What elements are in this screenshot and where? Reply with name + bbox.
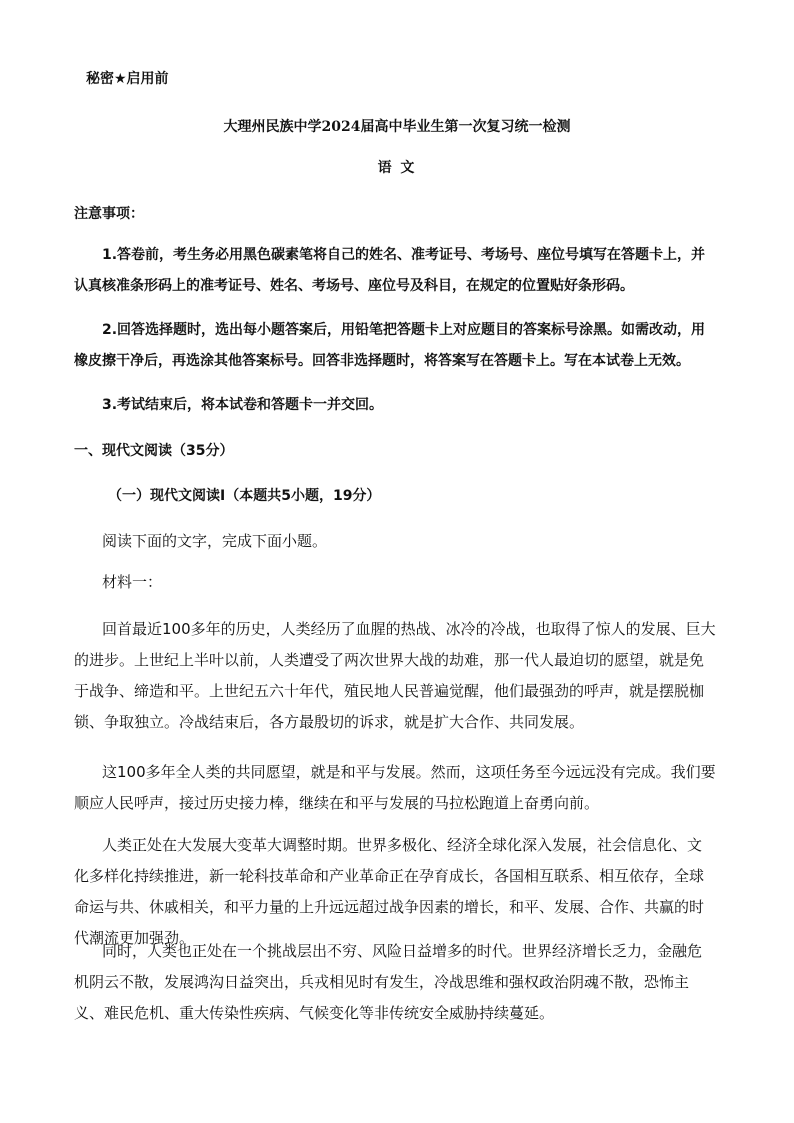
- notice-item: 2.回答选择题时，选出每小题答案后，用铅笔把答题卡上对应题目的答案标号涂黑。如需改动，用橡皮擦干净后，再选涂其他答案标号。回答非选择题时，将答案写在答题卡上。写在本试卷上无效。: [74, 322, 706, 369]
- reading-instruction: 阅读下面的文字，完成下面小题。: [102, 532, 328, 550]
- material-label: 材料一：: [102, 573, 163, 591]
- subsection-heading: （一）现代文阅读Ⅰ（本题共5小题，19分）: [108, 488, 381, 504]
- confidential-label: 秘密★启用前: [86, 71, 169, 87]
- notice-item: 3.考试结束后，将本试卷和答题卡一并交回。: [102, 397, 384, 413]
- notice-item: 1.答卷前，考生务必用黑色碳素笔将自己的姓名、准考证号、考场号、座位号填写在答题卡上，并认真核准条形码上的准考证号、姓名、考场号、座位号及科目，在规定的位置贴好条形码。: [74, 247, 706, 294]
- passage-paragraph: 这100多年全人类的共同愿望，就是和平与发展。然而，这项任务至今远远没有完成。我们要顺应人民呼声，接过历史接力棒，继续在和平与发展的马拉松跑道上奋勇向前。: [74, 763, 716, 812]
- passage-paragraph: 人类正处在大发展大变革大调整时期。世界多极化、经济全球化深入发展，社会信息化、文化多样化持续推进，新一轮科技革命和产业革命正在孕育成长，各国相互联系、相互依存，全球命运与共、休戚相关，和平力量的上升远远超过战争因素的增长，和平、发展、合作、共赢的时代潮流更加强劲。: [74, 836, 705, 947]
- subject-label: 语 文: [377, 160, 417, 176]
- passage-paragraph: 回首最近100多年的历史，人类经历了血腥的热战、冰冷的冷战，也取得了惊人的发展、巨大的进步。上世纪上半叶以前，人类遭受了两次世界大战的劫难，那一代人最迫切的愿望，就是免于战争、缔造和平。上世纪五六十年代，殖民地人民普遍觉醒，他们最强劲的呼声，就是摆脱枷锁、争取独立。冷战结束后，各方最殷切的诉求，就是扩大合作、共同发展。: [74, 620, 716, 731]
- exam-title: 大理州民族中学2024届高中毕业生第一次复习统一检测: [223, 119, 571, 135]
- passage-paragraph: 同时，人类也正处在一个挑战层出不穷、风险日益增多的时代。世界经济增长乏力，金融危机阴云不散，发展鸿沟日益突出，兵戎相见时有发生，冷战思维和强权政治阴魂不散，恐怖主义、难民危机、重大传染性疾病、气候变化等非传统安全威胁持续蔓延。: [74, 942, 703, 1022]
- section-heading: 一、现代文阅读（35分）: [74, 443, 234, 459]
- notice-heading: 注意事项：: [74, 206, 144, 222]
